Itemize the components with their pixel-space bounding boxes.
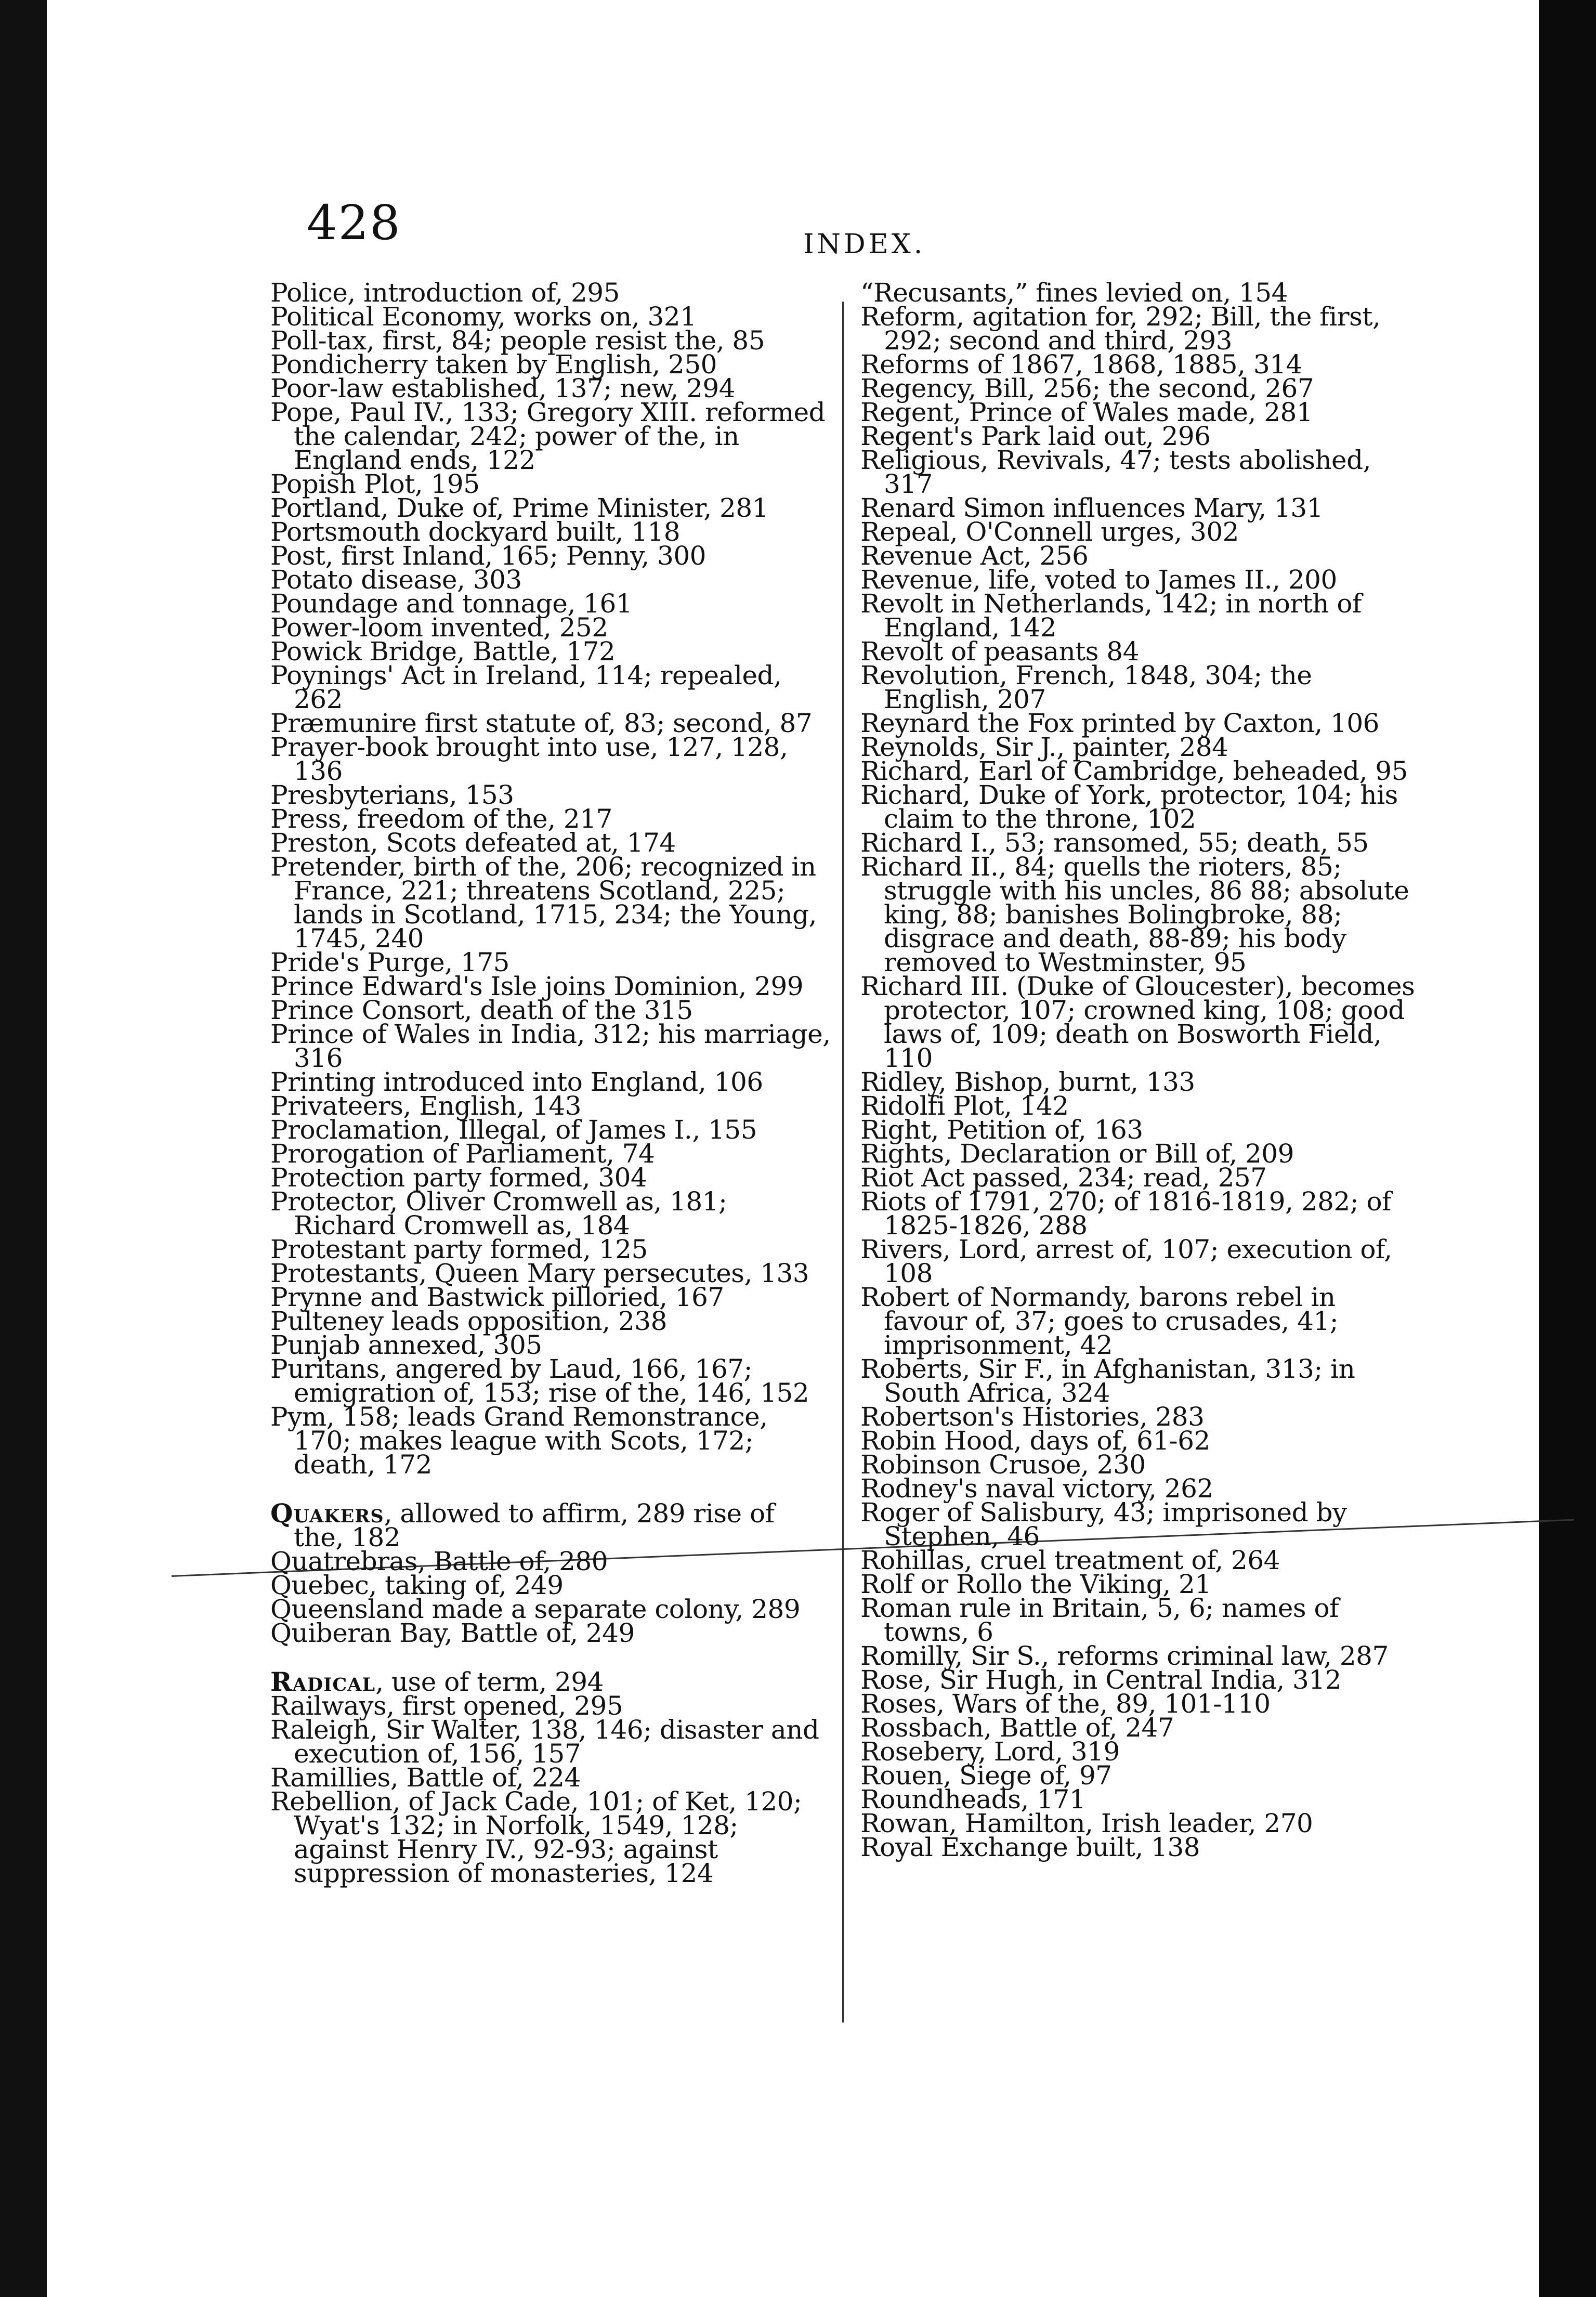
index-entry: Richard I., 53; ransomed, 55; death, 55 — [860, 828, 1369, 858]
index-entry: Popish Plot, 195 — [270, 469, 480, 499]
entries-r-continued — [860, 278, 1422, 1862]
index-entry: Riot Act passed, 234; read, 257 — [860, 1163, 1267, 1193]
index-entry: Right, Petition of, 163 — [860, 1115, 1143, 1145]
index-entry: Queensland made a separate colony, 289 — [270, 1594, 801, 1624]
index-entry: Preston, Scots defeated at, 174 — [270, 828, 676, 858]
index-entry: Quakers, allowed to affirm, 289 rise of the, 182 — [270, 1498, 775, 1552]
index-entry: Ramillies, Battle of, 224 — [270, 1763, 581, 1793]
index-entry: Roberts, Sir F., in Afghanistan, 313; in South Africa, 324 — [860, 1354, 1355, 1408]
index-entry: Religious, Revivals, 47; tests abolished, 317 — [860, 445, 1371, 499]
index-column-left — [270, 278, 832, 1888]
index-entry: Quiberan Bay, Battle of, 249 — [270, 1618, 635, 1648]
index-entry: Robertson's Histories, 283 — [860, 1402, 1205, 1432]
index-entry: Proclamation, Illegal, of James I., 155 — [270, 1115, 757, 1145]
index-entry: Pym, 158; leads Grand Remonstrance, 170; makes league with Scots, 172; death, 172 — [270, 1402, 768, 1480]
index-entry: Rowan, Hamilton, Irish leader, 270 — [860, 1808, 1313, 1838]
index-entry: Repeal, O'Connell urges, 302 — [860, 517, 1239, 547]
index-entry: Romilly, Sir S., reforms criminal law, 287 — [860, 1641, 1389, 1671]
index-entry: Revolt in Netherlands, 142; in north of England, 142 — [860, 589, 1362, 643]
index-entry: Regency, Bill, 256; the second, 267 — [860, 373, 1314, 403]
index-entry: Ridolfi Plot, 142 — [860, 1091, 1069, 1121]
index-entry: Rouen, Siege of, 97 — [860, 1760, 1112, 1791]
index-entry: Quebec, taking of, 249 — [270, 1570, 564, 1600]
index-entry: Revolt of peasants 84 — [860, 636, 1139, 667]
index-entry: Reform, agitation for, 292; Bill, the first, 292; second and third, 293 — [860, 302, 1381, 356]
index-entry: Prince Edward's Isle joins Dominion, 299 — [270, 971, 804, 1001]
index-entry: Rose, Sir Hugh, in Central India, 312 — [860, 1665, 1341, 1695]
index-entry: Poll-tax, first, 84; people resist the, 85 — [270, 325, 765, 356]
index-entry: Rebellion, of Jack Cade, 101; of Ket, 120; Wyat's 132; in Norfolk, 1549, 128; against Henry IV., 92-93; against suppression of monasteries, 124 — [270, 1786, 802, 1888]
index-entry: Rivers, Lord, arrest of, 107; execution of, 108 — [860, 1234, 1392, 1288]
index-entry: Roses, Wars of the, 89, 101-110 — [860, 1689, 1271, 1719]
index-entry: Quatrebras, Battle of, 280 — [270, 1546, 608, 1576]
index-entry: Roman rule in Britain, 5, 6; names of towns, 6 — [860, 1593, 1339, 1647]
entries-q — [270, 1546, 832, 1648]
index-entry: Renard Simon influences Mary, 131 — [860, 493, 1323, 523]
index-entry: Pondicherry taken by English, 250 — [270, 349, 717, 380]
index-entry: Rossbach, Battle of, 247 — [860, 1713, 1174, 1743]
index-entry: Rolf or Rollo the Viking, 21 — [860, 1569, 1211, 1599]
index-entry: Rosebery, Lord, 319 — [860, 1737, 1120, 1767]
index-entry: Railways, first opened, 295 — [270, 1691, 623, 1721]
index-entry: Richard II., 84; quells the rioters, 85; struggle with his uncles, 86 88; absolute king, 88; banishes Bolingbroke, 88; disgrace and death, 88-89; his body removed to Westminster, 95 — [860, 852, 1409, 977]
section-head-q: Quakers — [270, 1498, 384, 1529]
index-entry: Pretender, birth of the, 206; recognized in France, 221; threatens Scotland, 225; lands in Scotland, 1715, 234; the Young, 1745, 240 — [270, 852, 817, 954]
index-column-right — [860, 278, 1422, 1862]
index-entry: Prorogation of Parliament, 74 — [270, 1139, 655, 1169]
index-entry: Robin Hood, days of, 61-62 — [860, 1426, 1210, 1456]
entries-r — [270, 1691, 832, 1888]
index-entry: Printing introduced into England, 106 — [270, 1067, 763, 1097]
index-entry: Regent's Park laid out, 296 — [860, 421, 1211, 451]
index-entry: Roundheads, 171 — [860, 1784, 1086, 1815]
index-entry: Regent, Prince of Wales made, 281 — [860, 397, 1313, 427]
index-entry: Protection party formed, 304 — [270, 1163, 647, 1193]
index-entry: Punjab annexed, 305 — [270, 1330, 542, 1360]
index-entry: Rodney's naval victory, 262 — [860, 1473, 1213, 1504]
page-number: 428 — [307, 195, 401, 251]
index-entry: Puritans, angered by Laud, 166, 167; emigration of, 153; rise of the, 146, 152 — [270, 1354, 809, 1408]
section-head-r: Radical — [270, 1666, 376, 1697]
index-entry: Rohillas, cruel treatment of, 264 — [860, 1545, 1280, 1575]
index-entry: Portland, Duke of, Prime Minister, 281 — [270, 493, 768, 523]
index-entry: Presbyterians, 153 — [270, 780, 514, 810]
index-entry: Rights, Declaration or Bill of, 209 — [860, 1139, 1294, 1169]
index-entry: Potato disease, 303 — [270, 565, 522, 595]
index-entry: Radical, use of term, 294 — [270, 1666, 604, 1697]
index-entry: Roger of Salisbury, 43; imprisoned by Stephen, 46 — [860, 1497, 1347, 1551]
index-entry: Prayer-book brought into use, 127, 128, 136 — [270, 732, 788, 786]
index-entry: Pride's Purge, 175 — [270, 947, 509, 977]
index-entry: Press, freedom of the, 217 — [270, 804, 612, 834]
index-entry: Robinson Crusoe, 230 — [860, 1450, 1146, 1480]
index-entry: Præmunire first statute of, 83; second, 87 — [270, 708, 813, 738]
index-entry: Protestant party formed, 125 — [270, 1234, 648, 1264]
index-entry: Richard, Earl of Cambridge, beheaded, 95 — [860, 756, 1408, 786]
index-entry: Prynne and Bastwick pilloried, 167 — [270, 1282, 724, 1312]
scan-border-left — [0, 0, 47, 2297]
index-entry: Royal Exchange built, 138 — [860, 1832, 1200, 1862]
column-divider — [842, 302, 844, 2022]
index-entry: Post, first Inland, 165; Penny, 300 — [270, 541, 706, 571]
index-entry: Reforms of 1867, 1868, 1885, 314 — [860, 349, 1302, 380]
index-entry: Poynings' Act in Ireland, 114; repealed, 262 — [270, 660, 782, 714]
index-entry: Riots of 1791, 270; of 1816-1819, 282; of 1825-1826, 288 — [860, 1186, 1392, 1241]
index-entry: Protector, Oliver Cromwell as, 181; Richard Cromwell as, 184 — [270, 1186, 727, 1241]
index-entry: Reynard the Fox printed by Caxton, 106 — [860, 708, 1379, 738]
index-entry: Ridley, Bishop, burnt, 133 — [860, 1067, 1195, 1097]
index-entry: Police, introduction of, 295 — [270, 278, 620, 308]
index-entry: Richard III. (Duke of Gloucester), becomes protector, 107; crowned king, 108; good laws of, 109; death on Bosworth Field, 110 — [860, 971, 1415, 1073]
index-entry: Revolution, French, 1848, 304; the English, 207 — [860, 660, 1312, 714]
index-entry: Political Economy, works on, 321 — [270, 302, 697, 332]
index-entry: Poundage and tonnage, 161 — [270, 589, 633, 619]
index-entry: Raleigh, Sir Walter, 138, 146; disaster and execution of, 156, 157 — [270, 1715, 819, 1769]
index-entry: Richard, Duke of York, protector, 104; his claim to the throne, 102 — [860, 780, 1398, 834]
index-entry: Power-loom invented, 252 — [270, 612, 608, 643]
index-entry: Reynolds, Sir J., painter, 284 — [860, 732, 1228, 762]
index-entry: Protestants, Queen Mary persecutes, 133 — [270, 1258, 809, 1288]
page-title: INDEX. — [803, 229, 926, 260]
index-entry: Revenue, life, voted to James II., 200 — [860, 565, 1337, 595]
index-entry: Pulteney leads opposition, 238 — [270, 1306, 667, 1336]
index-entry: Revenue Act, 256 — [860, 541, 1089, 571]
index-entry: Prince of Wales in India, 312; his marriage, 316 — [270, 1019, 831, 1073]
entries-p — [270, 278, 832, 1480]
index-entry: Portsmouth dockyard built, 118 — [270, 517, 681, 547]
index-entry: Prince Consort, death of the 315 — [270, 995, 693, 1025]
index-entry: Privateers, English, 143 — [270, 1091, 581, 1121]
scan-border-right — [1539, 0, 1596, 2297]
index-entry: “Recusants,” fines levied on, 154 — [860, 278, 1288, 308]
index-entry: Powick Bridge, Battle, 172 — [270, 636, 616, 667]
index-entry: Poor-law established, 137; new, 294 — [270, 373, 736, 403]
index-entry: Robert of Normandy, barons rebel in favour of, 37; goes to crusades, 41; imprisonment, 42 — [860, 1282, 1339, 1360]
index-entry: Pope, Paul IV., 133; Gregory XIII. reformed the calendar, 242; power of the, in England ends, 122 — [270, 397, 826, 475]
